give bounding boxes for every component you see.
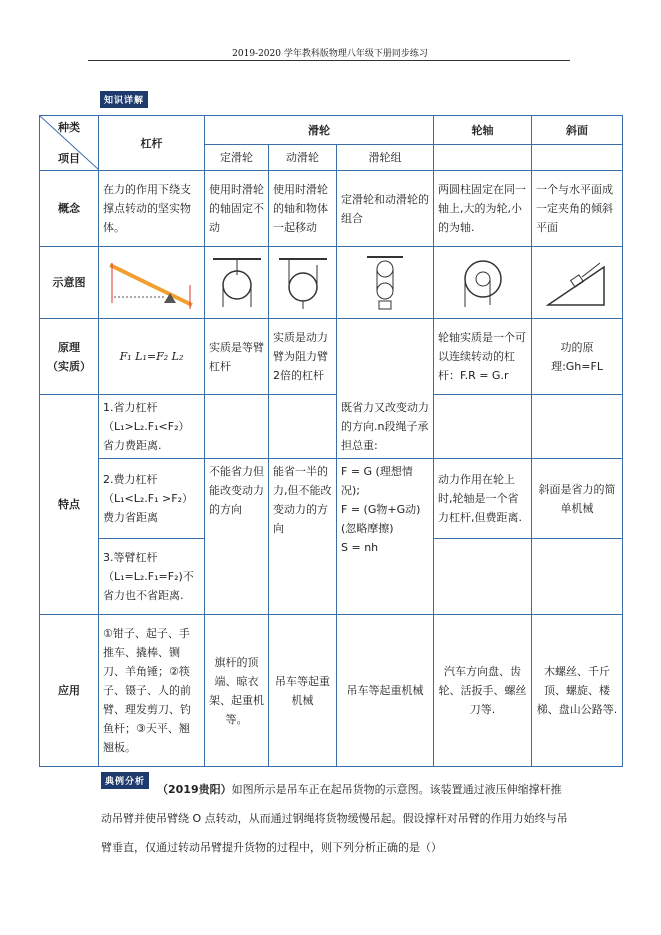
blank-cell — [532, 395, 623, 459]
blank-cell — [434, 395, 532, 459]
application-incline: 木螺丝、千斤顶、螺旋、楼梯、盘山公路等. — [532, 615, 623, 767]
header-lever: 杠杆 — [99, 116, 205, 171]
diagram-block — [337, 247, 434, 319]
application-wheel-axle: 汽车方向盘、齿轮、活扳手、螺丝刀等. — [434, 615, 532, 767]
principle-label-sub: （实质） — [47, 359, 91, 373]
blank-cell — [205, 395, 269, 459]
principle-movable: 实质是动力臂为阻力臂2倍的杠杆 — [269, 319, 337, 395]
header-divider — [88, 60, 570, 61]
corner-type-label: 种类 — [58, 121, 80, 134]
concept-incline: 一个与水平面成一定夹角的倾斜平面 — [532, 171, 623, 247]
feature-block-formula: F = (G物+G动)(忽略摩擦) — [341, 503, 421, 535]
application-fixed: 旗杆的顶端、晾衣架、起重机等。 — [205, 615, 269, 767]
table-corner — [40, 116, 99, 171]
concept-lever: 在力的作用下绕支撑点转动的坚实物体。 — [99, 171, 205, 247]
row-label-principle — [40, 319, 99, 395]
header-wheel-axle: 轮轴 — [434, 116, 532, 145]
example-text: 如图所示是吊车正在起吊货物的示意图。该装置通过液压伸缩撑杆推动吊臂并使吊臂绕 O 点转动，从而通过钢绳将货物缓慢吊起。假设撑杆对吊臂的作用力始终与吊臂垂直，仅通过转动吊臂提升货物的过程中，则下列分析正确的是（） — [101, 783, 568, 854]
feature-block — [337, 459, 434, 615]
example-badge: 典例分析 — [101, 772, 149, 789]
principle-incline: 功的原理:Gh=FL — [532, 319, 623, 395]
concept-block: 定滑轮和动滑轮的组合 — [337, 171, 434, 247]
fixed-pulley-diagram — [209, 255, 265, 311]
section-badge: 知识详解 — [100, 91, 148, 108]
feature-lever-1: 1.省力杠杆（L₁>L₂.F₁<F₂）省力费距离. — [99, 395, 205, 459]
blank-cell — [532, 145, 623, 171]
movable-pulley-diagram — [275, 255, 331, 311]
feature-incline: 斜面是省力的简单机械 — [532, 459, 623, 539]
corner-item-label: 项目 — [58, 152, 80, 165]
blank-cell — [434, 539, 532, 615]
feature-movable: 能省一半的力,但不能改变动力的方向 — [269, 459, 337, 615]
row-label-concept: 概念 — [40, 171, 99, 247]
feature-lever-3: 3.等臂杠杆（L₁=L₂.F₁=F₂)不省力也不省距离. — [99, 539, 205, 615]
blank-cell — [532, 539, 623, 615]
application-lever: ①钳子、起子、手推车、撬棒、铡刀、羊角锤；②筷子、镊子、人的前臂、理发剪刀、钓鱼杆；③天平、翘翘板。 — [99, 615, 205, 767]
row-label-diagram: 示意图 — [40, 247, 99, 319]
feature-fixed: 不能省力但能改变动力的方向 — [205, 459, 269, 615]
row-label-features: 特点 — [40, 395, 99, 615]
diagram-lever — [99, 247, 205, 319]
principle-fixed: 实质是等臂杠杆 — [205, 319, 269, 395]
concept-fixed: 使用时滑轮的轴固定不动 — [205, 171, 269, 247]
incline-diagram — [542, 255, 612, 311]
diagram-wheel-axle — [434, 247, 532, 319]
principle-lever: F₁ L₁=F₂ L₂ — [99, 319, 205, 395]
diagram-movable — [269, 247, 337, 319]
example-question — [101, 775, 571, 862]
example-source: （2019贵阳） — [157, 783, 232, 796]
wheel-axle-diagram — [448, 255, 518, 311]
feature-block-distance: S = nh — [341, 541, 379, 554]
row-label-application: 应用 — [40, 615, 99, 767]
principle-wheel-axle: 轮轴实质是一个可以连续转动的杠杆：F.R = G.r — [434, 319, 532, 395]
feature-block-ideal: F = G (理想情况); — [341, 465, 413, 497]
page-header: 2019-2020 学年教科版物理八年级下册同步练习 — [232, 49, 428, 59]
application-movable: 吊车等起重机械 — [269, 615, 337, 767]
concept-movable: 使用时滑轮的轴和物体一起移动 — [269, 171, 337, 247]
header-pulley-block: 滑轮组 — [337, 145, 434, 171]
lever-diagram — [104, 255, 200, 311]
principle-block: 既省力又改变动力的方向.n段绳子承担总重: — [337, 319, 434, 459]
diagram-fixed — [205, 247, 269, 319]
header-pulley: 滑轮 — [205, 116, 434, 145]
simple-machines-table — [39, 115, 623, 767]
feature-wheel-axle: 动力作用在轮上时,轮轴是一个省力杠杆,但费距离. — [434, 459, 532, 539]
diagram-incline — [532, 247, 623, 319]
header-fixed-pulley: 定滑轮 — [205, 145, 269, 171]
header-incline: 斜面 — [532, 116, 623, 145]
principle-label: 原理 — [58, 340, 80, 354]
pulley-block-diagram — [357, 255, 413, 311]
header-movable-pulley: 动滑轮 — [269, 145, 337, 171]
blank-cell — [434, 145, 532, 171]
application-block: 吊车等起重机械 — [337, 615, 434, 767]
feature-lever-2: 2.费力杠杆（L₁<L₂.F₁ >F₂）费力省距离 — [99, 459, 205, 539]
blank-cell — [269, 395, 337, 459]
concept-wheel-axle: 两圆柱固定在同一轴上,大的为轮,小的为轴. — [434, 171, 532, 247]
